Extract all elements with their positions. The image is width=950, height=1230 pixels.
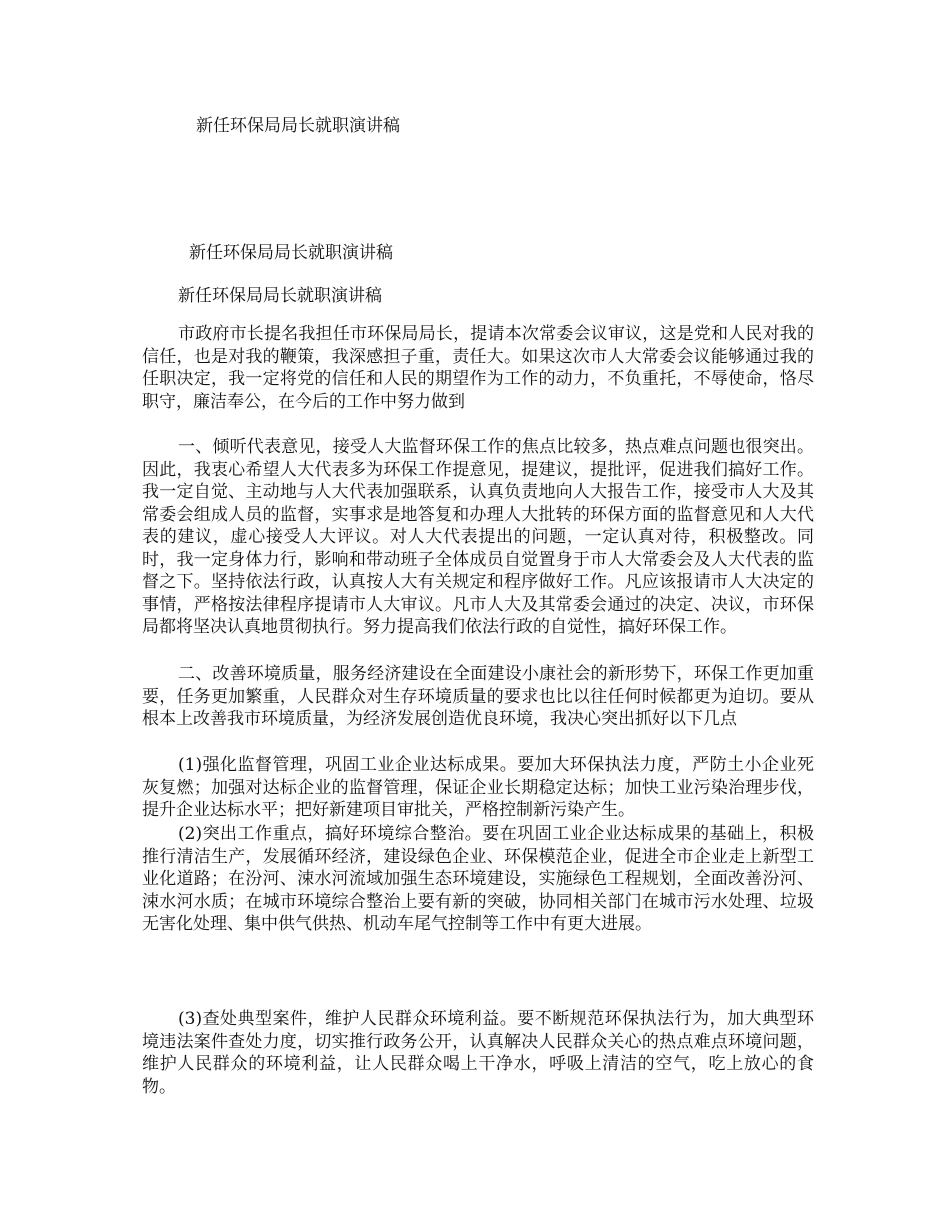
header-title: 新任环保局局长就职演讲稿: [196, 116, 400, 136]
document-subtitle: 新任环保局局长就职演讲稿: [178, 286, 382, 306]
document-title: 新任环保局局长就职演讲稿: [189, 243, 393, 263]
paragraph-intro: 市政府市长提名我担任市环保局局长，提请本次常委会议审议，这是党和人民对我的信任，也是对我的鞭策，我深感担子重，责任大。如果这次市人大常委会议能够通过我的任职决定，我一定将党的信任和人民的期望作为工作的动力，不负重托，不辱使命，恪尽职守，廉洁奉公，在今后的工作中努力做到: [142, 324, 814, 412]
paragraph-item-1: (1)强化监督管理，巩固工业企业达标成果。要加大环保执法力度，严防土小企业死灰复燃；加强对达标企业的监督管理，保证企业长期稳定达标；加快工业污染治理步伐，提升企业达标水平；把好新建项目审批关，严格控制新污染产生。: [142, 755, 814, 820]
paragraph-item-3: (3)查处典型案件，维护人民群众环境利益。要不断规范环保执法行为，加大典型环境违法案件查处力度，切实推行政务公开，认真解决人民群众关心的热点难点环境问题，维护人民群众的环境利益，让人民群众喝上干净水，呼吸上清洁的空气，吃上放心的食物。: [142, 1009, 814, 1097]
paragraph-section-2: 二、改善环境质量，服务经济建设在全面建设小康社会的新形势下，环保工作更加重要，任务更加繁重，人民群众对生存环境质量的要求也比以往任何时候都更为迫切。要从根本上改善我市环境质量，为经济发展创造优良环境，我决心突出抓好以下几点: [142, 664, 814, 729]
paragraph-section-1: 一、倾听代表意见，接受人大监督环保工作的焦点比较多，热点难点问题也很突出。因此，我衷心希望人大代表多为环保工作提意见，提建议，提批评，促进我们搞好工作。我一定自觉、主动地与人大代表加强联系，认真负责地向人大报告工作，接受市人大及其常委会组成人员的监督，实事求是地答复和办理人大批转的环保方面的监督意见和人大代表的建议，虚心接受人大评议。对人大代表提出的问题，一定认真对待，积极整改。同时，我一定身体力行，影响和带动班子全体成员自觉置身于市人大常委会及人大代表的监督之下。坚持依法行政，认真按人大有关规定和程序做好工作。凡应该报请市人大决定的事情，严格按法律程序提请市人大审议。凡市人大及其常委会通过的决定、决议，市环保局都将坚决认真地贯彻执行。努力提高我们依法行政的自觉性，搞好环保工作。: [142, 437, 814, 637]
paragraph-item-2: (2)突出工作重点，搞好环境综合整治。要在巩固工业企业达标成果的基础上，积极推行清洁生产，发展循环经济，建设绿色企业、环保模范企业，促进全市企业走上新型工业化道路；在汾河、涑水河流域加强生态环境建设，实施绿色工程规划，全面改善汾河、涑水河水质；在城市环境综合整治上要有新的突破，协同相关部门在城市污水处理、垃圾无害化处理、集中供气供热、机动车尾气控制等工作中有更大进展。: [142, 824, 814, 934]
